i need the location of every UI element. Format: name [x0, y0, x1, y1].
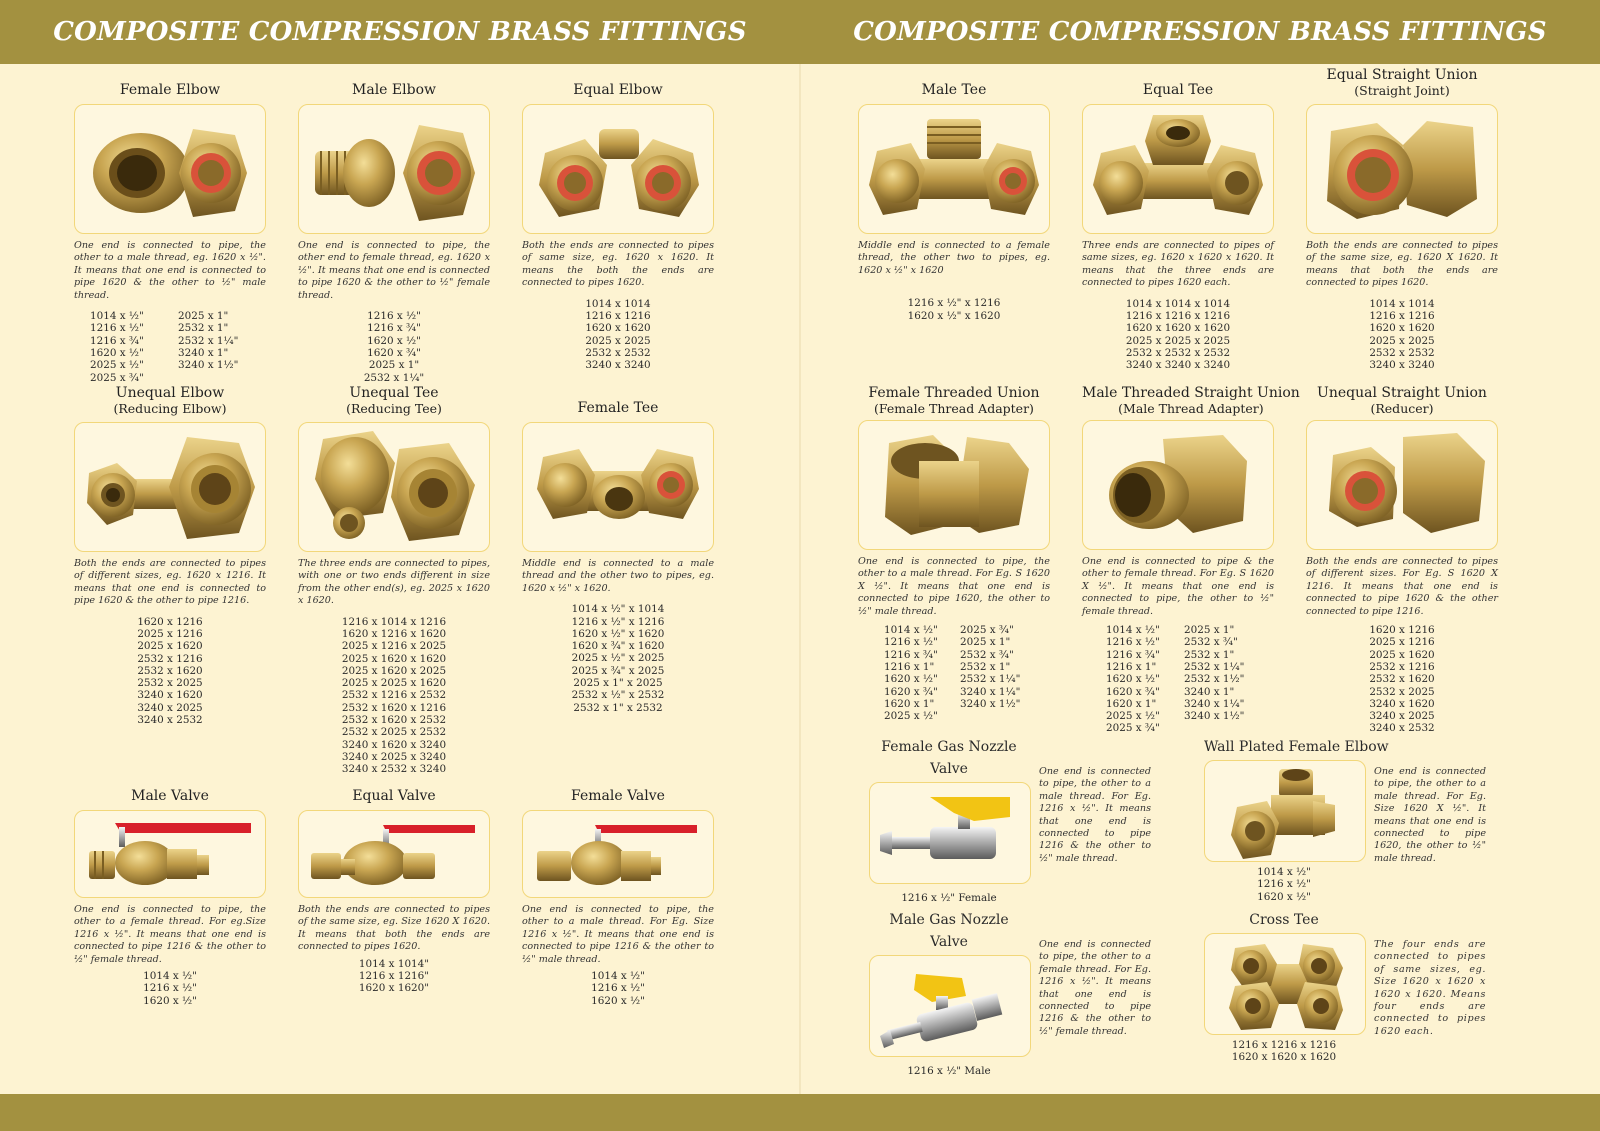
size-item: 1014 x ½" — [884, 624, 938, 637]
size-item: 1216 x 1" — [1106, 660, 1157, 673]
female-elbow-image — [74, 104, 266, 234]
product-male-tee — [858, 64, 1050, 322]
size-item: 2532 x 1½" — [1184, 673, 1245, 686]
size-item: 2025 x ¾" — [90, 371, 144, 384]
size-item: 3240 x 2532 — [1369, 722, 1435, 735]
equal-tee-image — [1082, 104, 1274, 234]
size-item: 1620 x ½" — [90, 346, 144, 359]
product-cross-tee — [1204, 909, 1504, 1079]
size-list — [522, 298, 714, 372]
size-item: 2532 x 1216 — [1369, 660, 1435, 673]
size-item: 1620 x ½" — [367, 334, 421, 347]
size-item: 2532 x 1620 — [137, 664, 203, 677]
size-item: 2025 x ¾" x 2025 — [571, 664, 665, 677]
product-description: Both the ends are connected to pipes of same size, eg. 1620 x 1620. It means the both the ends are connected to pipes 1620. — [522, 240, 714, 289]
product-female-threaded-union — [858, 382, 1050, 722]
female-gas-nozzle-image — [869, 782, 1031, 884]
product-title: Male Valve — [131, 788, 209, 804]
size-item: 2532 x ¾" — [1184, 636, 1238, 649]
size-item: 1014 x ½" — [1106, 624, 1160, 637]
size-item: 3240 x 3240 — [585, 359, 651, 372]
size-item: 2025 x ¾" — [960, 624, 1014, 637]
size-item: 1014 x 1014 — [1369, 297, 1435, 310]
size-item: 1620 x ¾" x 1620 — [571, 640, 665, 653]
size-item: 2025 x 1216 — [1369, 636, 1435, 649]
female-valve-image — [522, 810, 714, 898]
size-item: 1620 x ½" — [884, 673, 938, 686]
size-list — [1306, 298, 1498, 372]
size-item: 2532 x 2025 — [137, 677, 203, 690]
product-subtitle: (Reducing Elbow) — [113, 401, 227, 416]
product-title: Equal Tee — [1142, 82, 1214, 98]
size-list — [298, 616, 490, 776]
size-item: 1620 x 1620 x 1620 — [1125, 322, 1231, 335]
size-item: 3240 x 1¼" — [960, 685, 1021, 698]
size-item: 2532 x 1" — [1184, 648, 1235, 661]
size-item: 1216 x ½" — [90, 322, 144, 335]
size-item: 2025 x 1216 x 2025 — [341, 640, 447, 653]
size-list — [74, 310, 266, 384]
size-item: 2532 x 2532 x 2532 — [1125, 346, 1231, 359]
footer-bar — [0, 1094, 1600, 1131]
size-item: 1216 x ½" Female — [901, 892, 997, 904]
product-title: Female Tee — [577, 400, 659, 416]
size-item: 2025 x ½" — [884, 710, 938, 723]
size-item: 2532 x 2532 — [585, 346, 651, 359]
product-female-elbow — [74, 64, 266, 384]
product-female-tee — [522, 382, 714, 714]
product-unequal-elbow — [74, 382, 266, 726]
size-item: 2532 x ½" x 2532 — [571, 689, 665, 702]
product-male-elbow — [298, 64, 490, 384]
male-valve-image — [74, 810, 266, 898]
size-item: 1216 x 1216 x 1216 — [1125, 309, 1231, 322]
size-item: 1216 x ½" — [884, 636, 938, 649]
size-item: 2532 x 1" — [960, 660, 1011, 673]
size-list — [858, 297, 1050, 322]
product-description: Middle end is connected to a female thread, the other two to pipes, eg. 1620 x ½" x 1620 — [858, 240, 1050, 276]
product-title: Equal Straight Union — [1326, 67, 1478, 83]
product-title: Unequal Straight Union — [1317, 385, 1487, 401]
product-title: Unequal Elbow — [115, 385, 225, 401]
unequal-tee-image — [298, 422, 490, 552]
size-list — [1204, 866, 1364, 903]
size-item: 2025 x ½" x 2025 — [571, 652, 665, 665]
size-item: 1620 x 1620 x 1620 — [1231, 1051, 1337, 1064]
product-description: Both the ends are connected to pipes of different sizes, eg. 1620 x 1216. It means that one end is connected to pipe 1620 & the other to pipe 1216. — [74, 558, 266, 607]
size-item: 1216 x ½" Male — [907, 1065, 991, 1077]
size-item: 2532 x 1620 x 1216 — [341, 701, 447, 714]
product-subtitle: (Reducing Tee) — [346, 401, 442, 416]
size-item: 2532 x 1¼" — [960, 673, 1021, 686]
product-title: Male Gas Nozzle Valve — [889, 912, 1009, 950]
size-item: 2532 x 2532 — [1369, 346, 1435, 359]
size-item: 1620 x 1620 — [1369, 322, 1435, 335]
product-title: Male Tee — [921, 82, 987, 98]
size-item: 1216 x ½" — [143, 982, 197, 995]
size-item: 1216 x 1216 — [1369, 309, 1435, 322]
size-item: 1014 x ½" — [90, 310, 144, 323]
size-item: 2025 x 2025 x 2025 — [1125, 334, 1231, 347]
size-item: 2025 x 1620 x 1620 — [341, 652, 447, 665]
size-item: 1014 x 1014" — [358, 957, 430, 970]
size-item: 1620 x 1" — [1106, 697, 1157, 710]
size-item: 1014 x ½" x 1014 — [571, 603, 665, 616]
size-item: 1620 x 1216 x 1620 — [341, 627, 447, 640]
size-item: 3240 x 3240 — [1369, 359, 1435, 372]
size-item: 2532 x 1216 x 2532 — [341, 689, 447, 702]
male-gas-nozzle-image — [869, 955, 1031, 1057]
size-item: 3240 x 3240 x 3240 — [1125, 359, 1231, 372]
size-item: 2025 x ½" — [90, 359, 144, 372]
size-item: 1216 x ½" — [1257, 878, 1311, 891]
size-item: 3240 x 1" — [1184, 685, 1235, 698]
product-title: Cross Tee — [1249, 912, 1319, 928]
size-item: 1620 x 1620" — [358, 982, 430, 995]
banner-left — [0, 0, 800, 64]
size-item: 3240 x 1½" — [960, 697, 1021, 710]
size-item: 2025 x 1" — [178, 310, 229, 323]
size-item: 1216 x 1216 — [585, 309, 651, 322]
size-item: 2532 x 1¼" — [178, 334, 239, 347]
size-item: 1014 x ½" — [1257, 866, 1311, 878]
product-description: One end is connected to pipe, the other to a male thread. For Eg. S 1620 X ½". It means that one end is connected to pipe 1620, the other to ½" male thread. — [858, 556, 1050, 617]
product-subtitle: (Female Thread Adapter) — [874, 401, 1034, 416]
product-description: Both the ends are connected to pipes of the same size, eg. 1620 X 1620. It means that both the ends are connected to pipes 1620. — [1306, 240, 1498, 289]
size-item: 1216 x ½" — [591, 982, 645, 995]
size-item: 1216 x ½" — [367, 310, 421, 323]
size-item: 1620 x ½" x 1620 — [571, 627, 665, 640]
product-title: Male Elbow — [352, 82, 436, 98]
product-subtitle: (Reducer) — [1370, 401, 1434, 416]
size-item: 1620 x ½" — [143, 994, 197, 1007]
product-title: Female Threaded Union — [868, 385, 1040, 401]
size-item: 3240 x 1620 — [137, 689, 203, 702]
wall-plated-elbow-image — [1204, 760, 1366, 862]
female-tee-image — [522, 422, 714, 552]
size-item: 1216 x 1" — [884, 660, 935, 673]
product-description: Both the ends are connected to pipes of different sizes. For Eg. S 1620 X 1216. It means that one end is connected to pipe 1620 & the other connected to pipe 1216. — [1306, 556, 1498, 617]
size-list — [1306, 624, 1498, 735]
product-description: One end is connected to pipe, the other end to female thread, eg. 1620 x ½". It means that one end is connected to pipe 1620 & the other to ½" female thread. — [298, 240, 490, 301]
size-item: 2025 x 1620 — [137, 640, 203, 653]
product-description: One end is connected to pipe, the other to a female thread. For eg.Size 1216 x ½". It means that one end is connected to pipe 1216 & the other to ½" female thread. — [74, 904, 266, 965]
product-title: Wall Plated Female Elbow — [1204, 739, 1389, 755]
size-item: 1216 x 1216 x 1216 — [1231, 1039, 1337, 1051]
size-item: 2532 x 2025 x 2532 — [341, 726, 447, 739]
size-item: 1014 x ½" — [143, 970, 197, 983]
size-item: 2532 x 1¼" — [1184, 660, 1245, 673]
size-item: 1216 x 1014 x 1216 — [341, 615, 447, 628]
size-item: 1620 x 1216 — [1369, 624, 1435, 637]
size-item: 2532 x 1¼" — [363, 371, 425, 384]
size-list — [1082, 298, 1274, 372]
size-item: 3240 x 1620 — [1369, 697, 1435, 710]
product-male-threaded-union — [1082, 382, 1300, 735]
cross-tee-image — [1204, 933, 1366, 1035]
reducer-image — [1306, 420, 1498, 550]
size-list — [74, 970, 266, 1007]
size-item: 2025 x 2025 x 1620 — [341, 677, 447, 690]
product-title: Equal Valve — [352, 788, 436, 804]
size-item: 1014 x 1014 x 1014 — [1125, 297, 1231, 310]
size-item: 2025 x ½" — [1106, 710, 1160, 723]
size-item: 1014 x ½" — [591, 970, 645, 983]
size-item: 3240 x 2532 — [137, 714, 203, 726]
size-item: 1216 x ¾" — [367, 322, 421, 335]
product-title: Female Gas Nozzle Valve — [881, 739, 1017, 777]
size-item: 3240 x 2025 x 3240 — [341, 750, 447, 763]
product-title: Female Elbow — [119, 82, 221, 98]
size-item: 2025 x 1" — [368, 359, 420, 372]
size-item: 1216 x ¾" — [884, 648, 938, 661]
product-description: One end is connected to pipe & the other to female thread. For Eg. S 1620 X ½". It means that one end is connected to pipe, the other to ½" female thread. — [1082, 556, 1274, 617]
size-item: 2532 x 1" — [178, 322, 229, 335]
size-item: 2025 x 2025 — [585, 334, 651, 347]
page-title-right: COMPOSITE COMPRESSION BRASS FITTINGS — [853, 17, 1547, 47]
page-fold — [799, 64, 801, 1094]
product-unequal-straight-union — [1306, 382, 1498, 735]
size-item: 2025 x 1216 — [137, 627, 203, 640]
size-item: 3240 x 2532 x 3240 — [341, 763, 447, 776]
size-item: 1620 x ½" — [1106, 673, 1160, 686]
size-item: 2025 x 1" x 2025 — [573, 677, 663, 689]
size-item: 2025 x 1" — [960, 636, 1011, 649]
female-threaded-union-image — [858, 420, 1050, 550]
size-item: 2025 x 2025 — [1369, 334, 1435, 347]
size-item: 1216 x ½" x 1216 — [907, 297, 1001, 310]
size-item: 1216 x ¾" — [1106, 648, 1160, 661]
size-item: 1620 x ¾" — [884, 685, 938, 698]
size-item: 3240 x 1620 x 3240 — [341, 738, 447, 751]
size-list — [298, 310, 490, 384]
size-item: 1216 x ¾" — [90, 334, 144, 347]
size-item: 2025 x 1620 x 2025 — [341, 664, 447, 677]
size-item: 1620 x ½" — [591, 994, 645, 1007]
size-item: 3240 x 2025 — [1369, 710, 1435, 723]
product-description: One end is connected to pipe, the other to a female thread. For Eg. 1216 x ½". It means that one end is connected to pipe 1216 & the other to ½" female thread. — [1039, 939, 1151, 1037]
product-equal-tee — [1082, 64, 1274, 371]
banner-right — [800, 0, 1600, 64]
product-description: The three ends are connected to pipes, with one or two ends different in size from the other end(s), eg. 2025 x 1620 x 1620. — [298, 558, 490, 607]
size-item: 1620 x 1" — [884, 697, 935, 710]
size-item: 2532 x 1216 — [137, 652, 203, 665]
size-item: 2532 x 1620 x 2532 — [341, 714, 447, 726]
size-item: 3240 x 2025 — [137, 701, 203, 714]
product-subtitle: (Straight Joint) — [1354, 83, 1450, 98]
product-description: Three ends are connected to pipes of same sizes, eg. 1620 x 1620 x 1620. It means that the three ends are connected to pipes 1620 each. — [1082, 240, 1274, 289]
size-item: 2532 x 1" x 2532 — [573, 701, 663, 714]
product-description: One end is connected to pipe, the other to a male thread, eg. 1620 x ½". It means that one end is connected to pipe 1620 & the other to ½" male thread. — [74, 240, 266, 301]
size-list — [522, 603, 714, 714]
product-female-gas-nozzle — [869, 736, 1169, 904]
size-item: 2025 x 1" — [1184, 624, 1235, 637]
size-item: 1620 x ½" x 1620 — [907, 309, 1001, 322]
size-list — [858, 624, 1050, 722]
product-title: Equal Elbow — [573, 82, 663, 98]
size-item: 1620 x ¾" — [1106, 685, 1160, 698]
size-item: 1216 x 1216" — [358, 969, 430, 982]
product-subtitle: (Male Thread Adapter) — [1118, 401, 1264, 416]
product-equal-straight-union — [1306, 64, 1498, 371]
product-title: Unequal Tee — [349, 385, 439, 401]
size-list — [1082, 624, 1274, 735]
size-item: 1620 x 1620 — [585, 322, 651, 335]
product-description: One end is connected to pipe, the other to a male thread. For Eg. Size 1216 x ½". It means that one end is connected to pipe 1216 & the other to ½" male thread. — [522, 904, 714, 965]
male-threaded-union-image — [1082, 420, 1274, 550]
product-female-valve — [522, 780, 714, 1007]
size-item: 1216 x ½" x 1216 — [571, 615, 665, 628]
product-description: Both the ends are connected to pipes of the same size, eg. Size 1620 X 1620. It means that both the ends are connected to pipes 1620. — [298, 904, 490, 953]
size-item: 3240 x 1¼" — [1184, 697, 1245, 710]
size-item: 2025 x 1620 — [1369, 648, 1435, 661]
unequal-elbow-image — [74, 422, 266, 552]
size-item: 1620 x ¾" — [367, 346, 421, 359]
product-unequal-tee — [298, 382, 490, 775]
product-wall-plated-elbow — [1204, 736, 1504, 906]
product-equal-elbow — [522, 64, 714, 371]
size-item: 1014 x 1014 — [585, 297, 651, 310]
product-male-valve — [74, 780, 266, 1007]
product-description: One end is connected to pipe, the other to a male thread. For Eg. Size 1620 X ½". It means that one end is connected to pipe 1620, the other to ½" male thread. — [1374, 766, 1486, 864]
size-item: 2532 x 2025 — [1369, 685, 1435, 698]
size-item: 2532 x ¾" — [960, 648, 1014, 661]
size-list — [1204, 1039, 1364, 1064]
product-male-gas-nozzle — [869, 909, 1169, 1079]
size-list — [74, 616, 266, 727]
size-item: 3240 x 1½" — [178, 359, 239, 372]
male-elbow-image — [298, 104, 490, 234]
size-list — [298, 958, 490, 995]
size-item: 1620 x ½" — [1257, 890, 1311, 903]
size-item: 1216 x ½" — [1106, 636, 1160, 649]
equal-valve-image — [298, 810, 490, 898]
product-description: The four ends are connected to pipes of same sizes, eg. Size 1620 x 1620 x 1620 x 1620. Means four ends are connected to pipes 1620 each. — [1374, 939, 1486, 1037]
size-item: 3240 x 1" — [178, 346, 229, 359]
product-title: Female Valve — [571, 788, 665, 804]
product-title: Male Threaded Straight Union — [1082, 385, 1300, 401]
male-tee-image — [858, 104, 1050, 234]
size-item: 2532 x 1620 — [1369, 673, 1435, 686]
size-item: 2025 x ¾" — [1106, 722, 1160, 735]
size-list — [522, 970, 714, 1007]
page-title-left: COMPOSITE COMPRESSION BRASS FITTINGS — [53, 17, 747, 47]
size-item: 3240 x 1½" — [1184, 710, 1245, 723]
equal-straight-union-image — [1306, 104, 1498, 234]
size-item: 1620 x 1216 — [137, 615, 203, 628]
product-description: One end is connected to pipe, the other to a male thread. For Eg. 1216 x ½". It means that one end is connected to pipe 1216 & the other to ½" male thread. — [1039, 766, 1151, 864]
product-description: Middle end is connected to a male thread and the other two to pipes, eg. 1620 x ½" x 1620. — [522, 558, 714, 594]
product-equal-valve — [298, 780, 490, 995]
equal-elbow-image — [522, 104, 714, 234]
